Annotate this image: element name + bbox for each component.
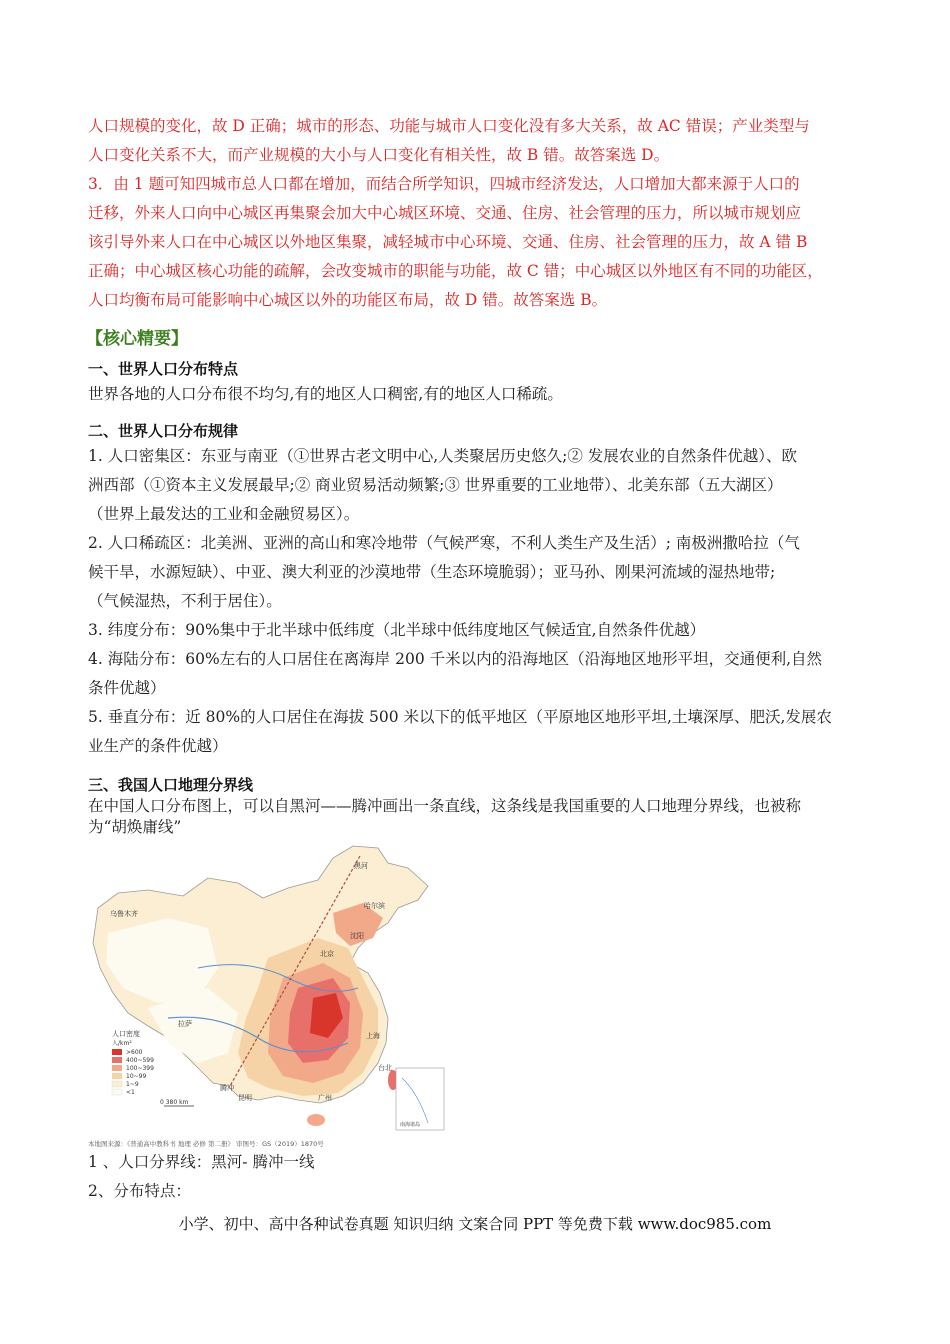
answer-line-4: 迁移，外来人口向中心城区再集聚会加大中心城区环境、交通、住房、社会管理的压力，所以城市规划应 <box>88 204 802 222</box>
city-label-beijing: 北京 <box>320 950 334 958</box>
section-3-line-1: 在中国人口分布图上，可以自黑河——腾冲画出一条直线，这条线是我国重要的人口地理分界线，也被称 <box>88 797 802 815</box>
inset-label: 南海诸岛 <box>400 1122 421 1128</box>
city-label-taipei: 台北 <box>378 1064 392 1072</box>
city-label-shanghai: 上海 <box>366 1032 380 1040</box>
legend-label-2: 400~599 <box>126 1057 154 1064</box>
latitude-distribution: 3. 纬度分布：90%集中于北半球中低纬度（北半球中低纬度地区气候适宜,自然条件优越） <box>88 621 706 639</box>
answer-line-2: 人口变化关系不大，而产业规模的大小与人口变化有相关性，故 B 错。故答案选 D。 <box>88 146 670 164</box>
legend-unit: 人/km² <box>112 1040 132 1047</box>
city-label-harbin: 哈尔滨 <box>364 902 385 910</box>
section-3-title: 三、我国人口地理分界线 <box>88 776 254 794</box>
answer-line-7: 人口均衡布局可能影响中心城区以外的功能区布局，故 D 错。故答案选 B。 <box>88 291 608 309</box>
answer-line-3: 3．由 1 题可知四城市总人口都在增加，而结合所学知识，四城市经济发达，人口增加大都来源于人口的 <box>88 175 800 193</box>
answer-line-1: 人口规模的变化，故 D 正确；城市的形态、功能与城市人口变化没有多大关系，故 AC 错误；产业类型与 <box>88 117 810 135</box>
sparse-areas-line-2: 候干旱，水源短缺）、中亚、澳大利亚的沙漠地带（生态环境脆弱）；亚马孙、刚果河流域的湿热地带; <box>88 563 776 581</box>
boundary-line-text: 1 、人口分界线：黑河- 腾冲一线 <box>88 1153 315 1171</box>
vertical-distribution-line-2: 业生产的条件优越） <box>88 737 228 755</box>
section-2-title: 二、世界人口分布规律 <box>88 422 239 440</box>
tail-body <box>88 1148 868 1206</box>
legend-label-4: 10~99 <box>126 1073 147 1080</box>
core-heading: 【核心精要】 <box>86 329 188 349</box>
coastal-distribution-line-1: 4. 海陆分布：60%左右的人口居住在离海岸 200 千米以内的沿海地区（沿海地区地形平坦，交通便利,自然 <box>88 650 823 668</box>
legend-label-3: 100~399 <box>126 1065 154 1072</box>
city-label-lhasa: 拉萨 <box>178 1020 192 1028</box>
coastal-distribution-line-2: 条件优越） <box>88 679 166 697</box>
map-source: 本地图来源：《普通高中教科书 地理 必修 第二册》 审图号：GS（2019）1870号 <box>88 1140 324 1148</box>
city-label-urumqi: 乌鲁木齐 <box>110 910 138 918</box>
page-footer: 小学、初中、高中各种试卷真题 知识归纳 文案合同 PPT 等免费下载 www.doc985.com <box>178 1215 772 1233</box>
vertical-distribution-line-1: 5. 垂直分布：近 80%的人口居住在海拔 500 米以下的低平地区（平原地区地形平坦,土壤深厚、肥沃,发展农 <box>88 708 832 726</box>
sparse-areas-line-3: （气候湿热，不利于居住）。 <box>88 592 282 610</box>
dense-areas-line-2: 洲西部（①资本主义发展最早;② 商业贸易活动频繁;③ 世界重要的工业地带）、北美东部（五大湖区） <box>88 476 783 494</box>
answer-line-5: 该引导外来人口在中心城区以外地区集聚，减轻城市中心环境、交通、住房、社会管理的压力，故 A 错 B <box>88 233 808 251</box>
legend-label-1: >600 <box>126 1049 143 1056</box>
distribution-features-text: 2、分布特点： <box>88 1182 191 1200</box>
dense-areas-line-1: 1. 人口密集区：东亚与南亚（①世界古老文明中心,人类聚居历史悠久;② 发展农业的自然条件优越）、欧 <box>88 447 798 465</box>
city-label-kunming: 昆明 <box>238 1094 252 1102</box>
city-label-tengchong: 腾冲 <box>220 1084 234 1092</box>
legend-label-6: <1 <box>126 1089 135 1096</box>
dense-areas-line-3: （世界上最发达的工业和金融贸易区）。 <box>88 505 360 523</box>
section-1-title: 一、世界人口分布特点 <box>88 360 239 378</box>
china-population-map <box>88 838 448 1153</box>
city-label-heihe: 黑河 <box>354 862 368 870</box>
section-1-body: 世界各地的人口分布很不均匀,有的地区人口稠密,有的地区人口稀疏。 <box>88 385 563 403</box>
section-3-body <box>88 796 868 838</box>
answer-explanation <box>88 112 868 315</box>
map-scale: 0 380 km <box>160 1099 189 1106</box>
city-label-shenyang: 沈阳 <box>350 932 364 940</box>
sparse-areas-line-1: 2. 人口稀疏区：北美洲、亚洲的高山和寒冷地带（气候严寒，不利人类生产及生活）; 南极洲撒哈拉（气 <box>88 534 800 552</box>
legend-label-5: 1~9 <box>126 1081 139 1088</box>
city-label-guangzhou: 广州 <box>318 1094 332 1102</box>
section-1-text <box>88 380 868 409</box>
answer-line-6: 正确；中心城区核心功能的疏解，会改变城市的职能与功能，故 C 错；中心城区以外地区有不同的功能区， <box>88 262 823 280</box>
legend-title: 人口密度 <box>112 1030 140 1038</box>
section-2-body <box>88 442 868 761</box>
section-3-line-2: 为“胡焕庸线” <box>88 818 182 836</box>
